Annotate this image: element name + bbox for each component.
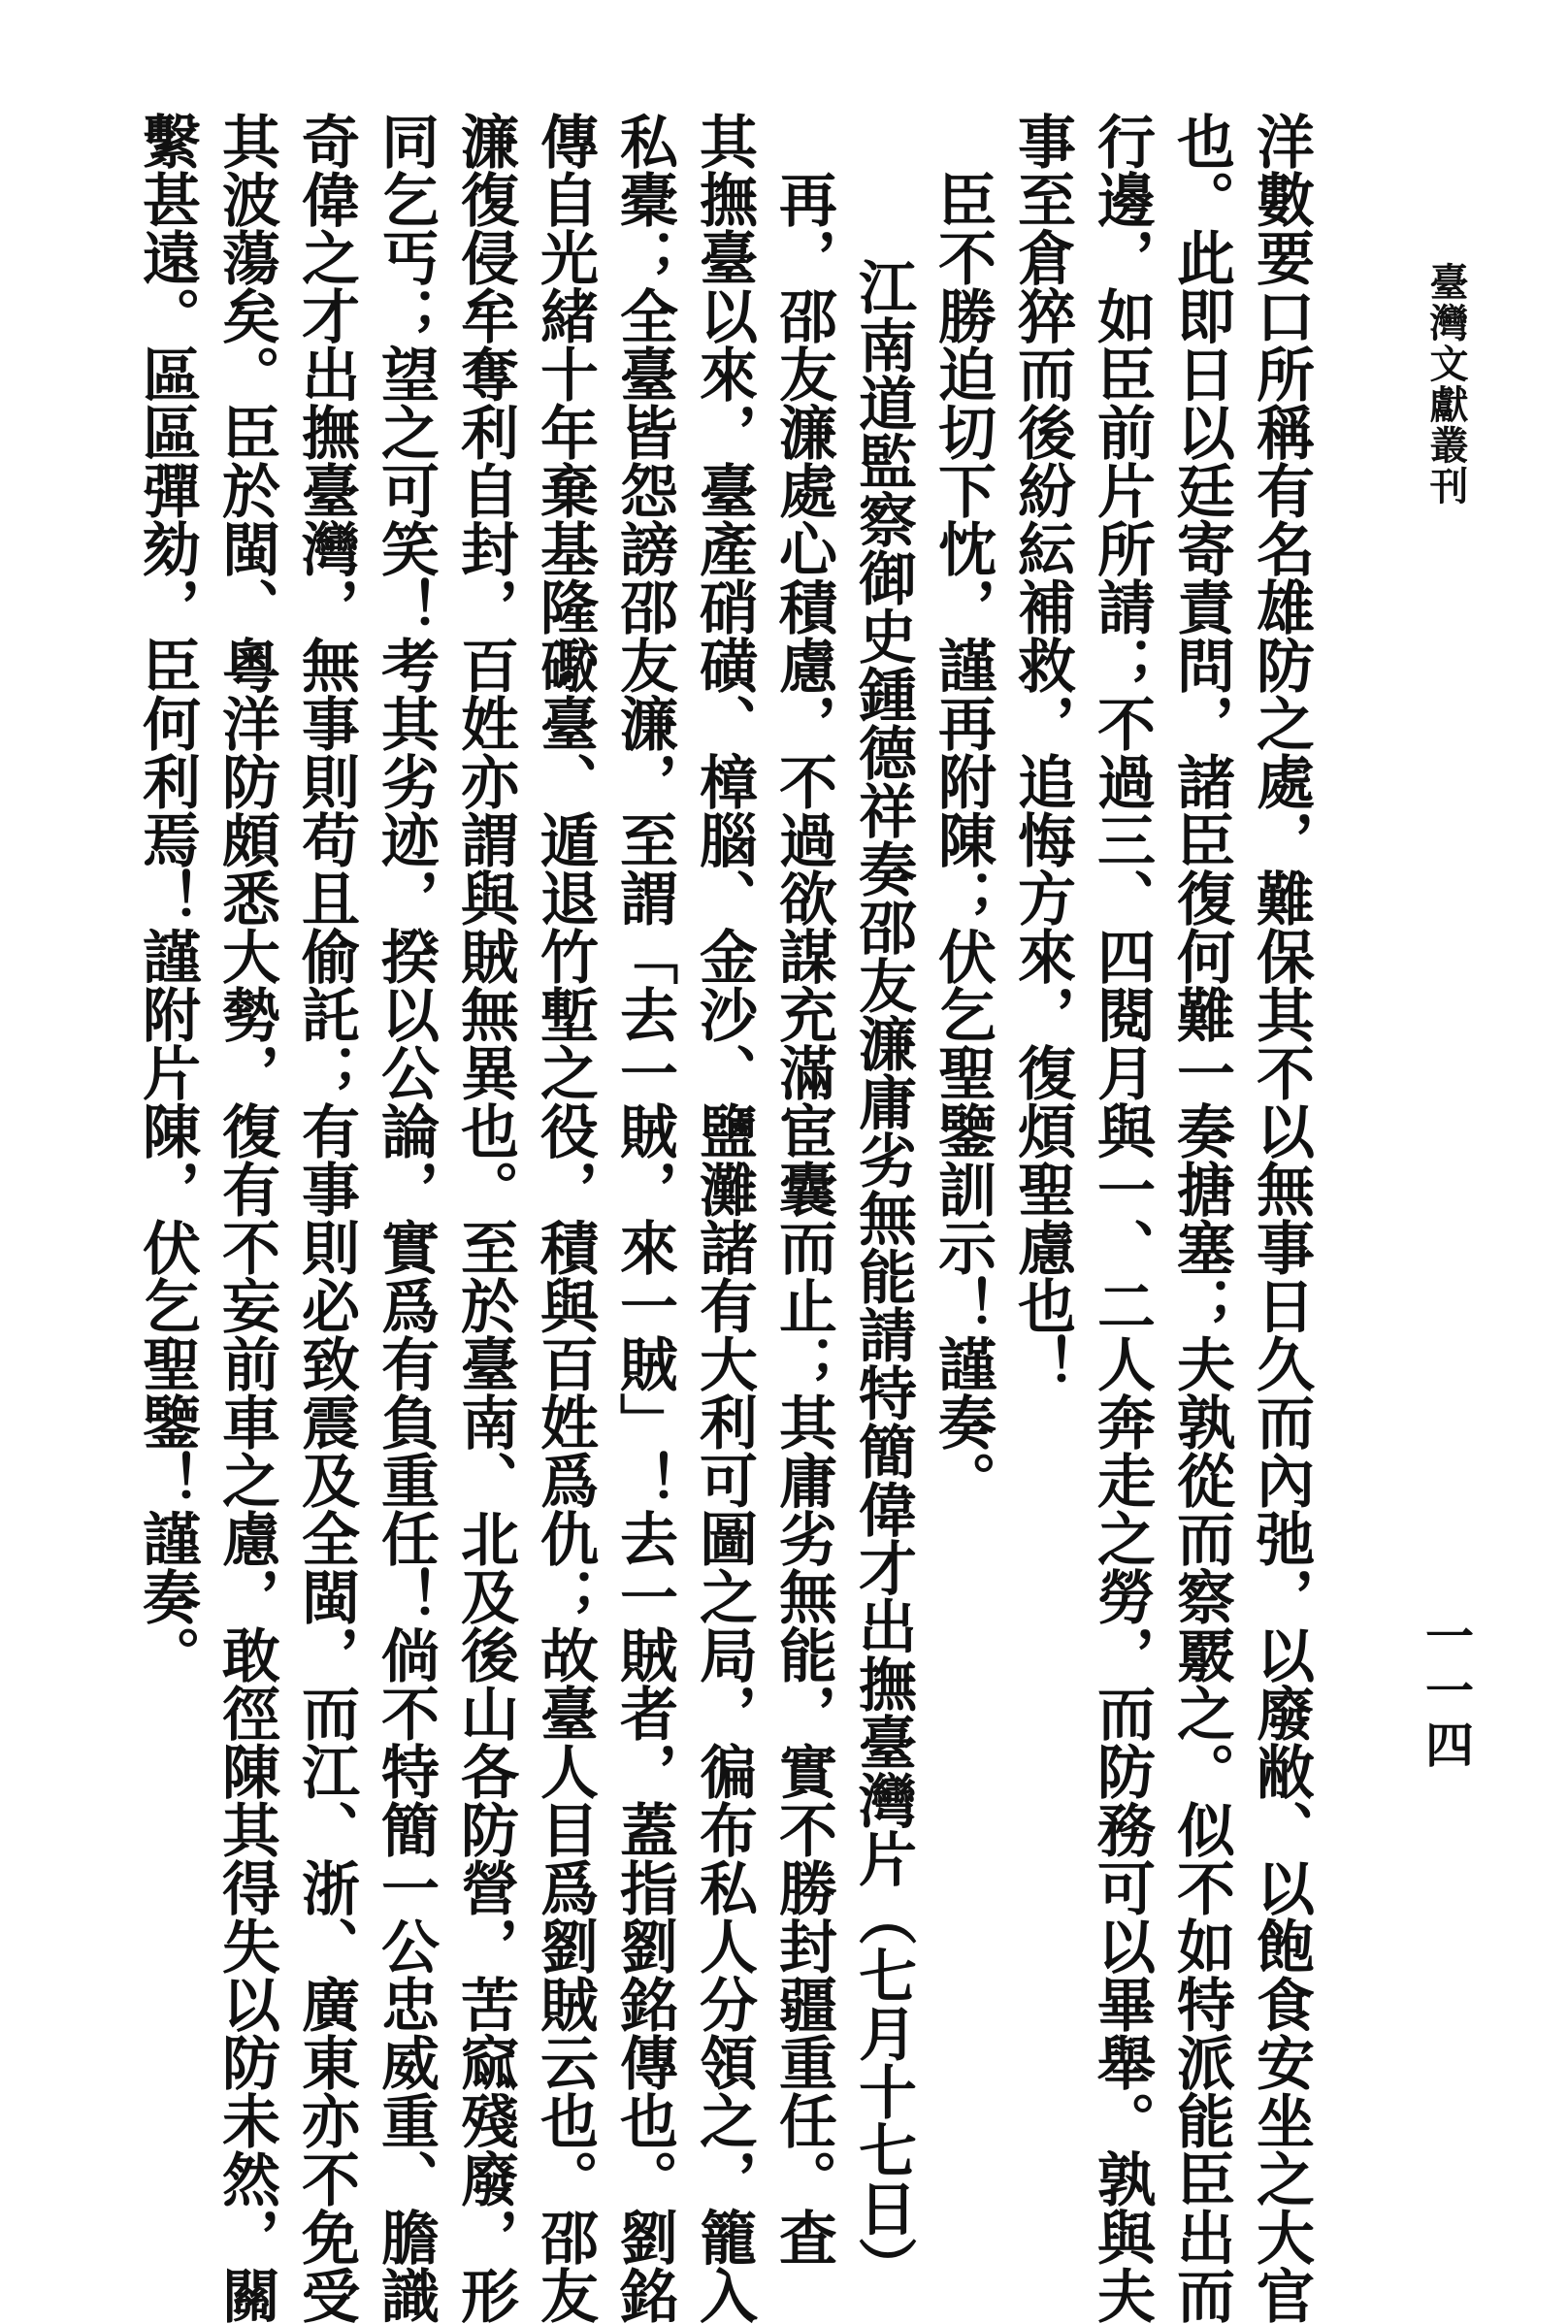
document-body [133, 112, 1321, 2324]
memorial-title: 江南道監察御史鍾德祥奏邵友濂庸劣無能請特簡偉才出撫臺灣片（七月十七日） [849, 257, 917, 2295]
text-column: 也。此即日以廷寄責問，諸臣復何難一奏搪塞；夫孰從而察覈之。似不如特派能臣出而 [1167, 112, 1235, 2324]
text-column: 再，邵友濂處心積慮，不過欲謀充滿宦囊而止；其庸劣無能，實不勝封疆重任。査 [769, 170, 837, 2266]
text-column: 洋數要口所稱有名雄防之處，難保其不以無事日久而內弛，以廢敝、以飽食安坐之大官 [1247, 112, 1315, 2324]
text-column: 臣不勝迫切下忱，謹再附陳；伏乞聖鑒訓示！謹奏。 [929, 170, 996, 1509]
text-column: 同乞丐；望之可笑！考其劣迹，揆以公論，實爲有負重任！倘不特簡一公忠威重、膽識 [372, 112, 440, 2324]
text-column: 其撫臺以來，臺產硝磺、樟腦、金沙、鹽灘諸有大利可圖之局，徧布私人分領之，籠入 [690, 112, 758, 2324]
text-column: 濂復侵牟奪利自封，百姓亦謂與賊無異也。至於臺南、北及後山各防營，苦窳殘廢，形 [451, 112, 519, 2324]
text-column: 繫甚遠。區區彈劾，臣何利焉！謹附片陳，伏乞聖鑒！謹奏。 [133, 112, 201, 1684]
running-header: 臺灣文獻叢刊 [1423, 262, 1469, 507]
text-column: 傳自光緒十年棄基隆礮臺、遁退竹塹之役，積與百姓爲仇；故臺人目爲劉賊云也。邵友 [531, 112, 599, 2324]
text-column: 奇偉之才出撫臺灣，無事則苟且偷託；有事則必致震及全閩，而江、浙、廣東亦不免受 [292, 112, 360, 2324]
text-column: 其波蕩矣。臣於閩、粵洋防頗悉大勢，復有不妄前車之慮，敢徑陳其得失以防未然，關 [212, 112, 280, 2324]
text-column: 行邊，如臣前片所請；不過三、四閱月與一、二人奔走之勞，而防務可以畢舉。孰與夫 [1088, 112, 1156, 2324]
page-number: 一一四 [1418, 1611, 1475, 1774]
text-column: 事至倉猝而後紛紜補救，追悔方來，復煩聖慮也！ [1008, 112, 1076, 1392]
text-column: 私橐；全臺皆怨謗邵友濂，至謂「去一賊，來一賊」！去一賊者，蓋指劉銘傳也。劉銘 [610, 112, 678, 2324]
